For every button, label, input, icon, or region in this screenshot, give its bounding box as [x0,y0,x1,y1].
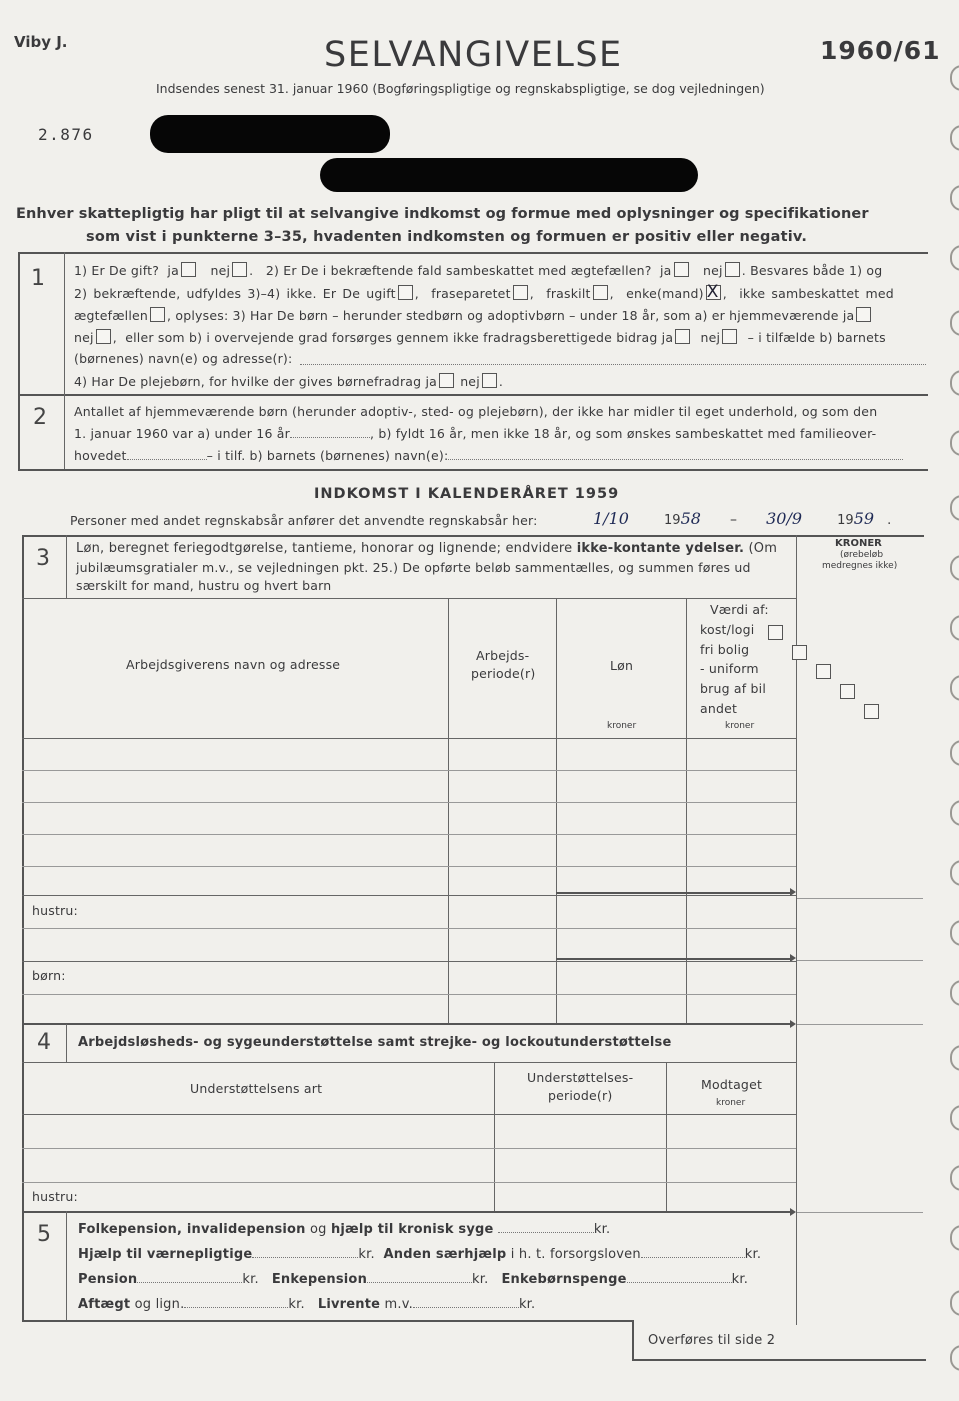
value-brug-af-bil: brug af bil [700,681,767,696]
reference-number: 2.876 [38,125,94,144]
section-1-line-5: (børnenes) navn(e) og adresse(r): [74,351,293,366]
joint-taxed-no-checkbox[interactable] [725,262,740,277]
section-1-line-2: 2) bekræftende, udfyldes 3)–4) ikke. Er De ugift , fraseparetet , fraskilt , enke(mand)X , ikke sambeskattet med [74,285,894,301]
section-2-line-2: 1. januar 1960 var a) under 16 år , b) fyldt 16 år, men ikke 18 år, og som ønskes sambeskattet med familieover- [74,426,877,441]
municipality: Viby J. [14,33,68,51]
redacted-address [320,158,698,192]
fiscal-year-period[interactable]: 1/10 1958 – 30/9 1959 . [593,509,892,528]
col-wage-unit: kroner [607,721,637,731]
fiscal-year-label: Personer med andet regnskabsår anfører det anvendte regnskabsår her: [70,513,538,528]
section-1-number: 1 [31,266,45,291]
carry-over-label: Overføres til side 2 [648,1333,776,1348]
brug-af-bil-checkbox[interactable] [840,684,855,699]
table-row[interactable] [22,866,796,867]
col-employer: Arbejdsgiverens navn og adresse [126,657,341,672]
value-andet: andet [700,701,738,716]
col-received-unit: kroner [716,1098,746,1108]
section-1-line-6: 4) Har De plejebørn, for hvilke der gives børnefradrag ja nej . [74,374,504,389]
section-3-number: 3 [36,546,50,571]
section-4-title: Arbejdsløsheds- og sygeunderstøttelse samt strejke- og lockoutunderstøttelse [78,1035,672,1050]
col-period-2: periode(r) [471,666,536,681]
divorced-checkbox[interactable] [593,285,608,300]
uniform-checkbox[interactable] [816,664,831,679]
spouse-checkbox[interactable] [150,307,165,322]
table-row[interactable] [22,770,796,771]
form-title: SELVANGIVELSE [324,35,623,75]
andet-checkbox[interactable] [864,704,879,719]
table-row[interactable] [22,834,796,835]
table-row[interactable] [22,802,796,803]
value-fri-bolig: fri bolig [700,642,750,657]
col-support-period-1: Understøttelses- [527,1070,634,1085]
table-row[interactable] [22,1148,796,1149]
table-row[interactable] [22,1182,796,1183]
value-unit: kroner [725,721,755,731]
foster-no-checkbox[interactable] [482,373,497,388]
section-3-desc-3: særskilt for mand, hustru og hvert barn [76,578,332,593]
value-kost-logi: kost/logi [700,622,755,637]
pension-row-1: Folkepension, invalidepension og hjælp til kronisk syge kr. [78,1222,611,1237]
col-value-of: Værdi af: [710,602,769,617]
col-wage: Løn [610,658,634,673]
joint-taxed-yes-checkbox[interactable] [674,262,689,277]
section-3-desc-1: Løn, beregnet feriegodtgørelse, tantieme, honorar og lignende; endvidere ikke-kontante ydelser. (Om [76,541,778,556]
children-support-yes-checkbox[interactable] [675,329,690,344]
section-3-desc-2: jubilæumsgratialer m.v., se vejledningen pkt. 25.) De opførte beløb sammentælles, og summen føres ud [76,560,751,575]
section-1-line-1: 1) Er De gift? ja nej . 2) Er De i bekræftende fald sambeskattet med ægtefællen? ja nej . Besvares både 1) og [74,263,883,278]
unmarried-checkbox[interactable] [398,285,413,300]
section-5-number: 5 [37,1222,51,1247]
married-yes-checkbox[interactable] [181,262,196,277]
foster-yes-checkbox[interactable] [439,373,454,388]
kroner-note-2: medregnes ikke) [822,561,898,571]
section-2-line-3: hovedet – i tilf. b) barnets (børnenes) navn(e): [74,448,903,463]
intro-line-2: som vist i punkterne 3–35, hvadenten indkomsten og formuen er positiv eller negativ. [86,229,808,245]
married-no-checkbox[interactable] [232,262,247,277]
born-label: børn: [32,968,66,983]
income-heading: INDKOMST I KALENDERÅRET 1959 [314,486,620,502]
fri-bolig-checkbox[interactable] [792,645,807,660]
intro-line-1: Enhver skattepligtig har pligt til at selvangive indkomst og formue med oplysninger og specifikationer [16,206,869,222]
table-row[interactable] [22,928,796,929]
col-support-period-2: periode(r) [548,1088,613,1103]
pension-row-4: Aftægt og lign. kr. Livrente m.v. kr. [78,1297,536,1312]
hustru-label-2: hustru: [32,1189,78,1204]
section-1-line-3: ægtefællen , oplyses: 3) Har De børn – herunder stedbørn og adoptivbørn – under 18 år, som a) er hjemmeværende ja [74,307,873,323]
kroner-note-1: (ørebeløb [840,550,884,560]
kroner-title: KRONER [835,538,882,549]
separated-checkbox[interactable] [513,285,528,300]
table-row[interactable] [22,994,796,995]
hustru-label: hustru: [32,903,78,918]
col-support-type: Understøttelsens art [190,1081,323,1096]
col-period-1: Arbejds- [476,648,530,663]
section-2-line-1: Antallet af hjemmeværende børn (herunder adoptiv-, sted- og plejebørn), der ikke har midler til eget underhold, og som den [74,404,878,419]
pension-row-3: Pension kr. Enkepension kr. Enkebørnspenge kr. [78,1272,749,1287]
kost-logi-checkbox[interactable] [768,625,783,640]
redacted-name [150,115,390,153]
children-support-no-checkbox[interactable] [722,329,737,344]
value-uniform: - uniform [700,661,759,676]
col-received: Modtaget [701,1077,763,1092]
children-names-line[interactable] [300,364,926,365]
section-2-number: 2 [33,405,47,430]
widow-checkbox[interactable] [706,285,721,300]
form-subtitle: Indsendes senest 31. januar 1960 (Bogføringspligtige og regnskabspligtige, se dog vejledningen) [156,81,765,96]
children-home-yes-checkbox[interactable] [856,307,871,322]
section-1-line-4: nej , eller som b) i overvejende grad forsørges gennem ikke fradragsberettigede bidrag ja nej – i tilfælde b) barnets [74,330,886,345]
form-year: 1960/61 [820,36,941,65]
pension-row-2: Hjælp til værnepligtige kr. Anden særhjælp i h. t. forsorgsloven kr. [78,1247,762,1262]
children-home-no-checkbox[interactable] [96,329,111,344]
section-4-number: 4 [37,1030,51,1055]
